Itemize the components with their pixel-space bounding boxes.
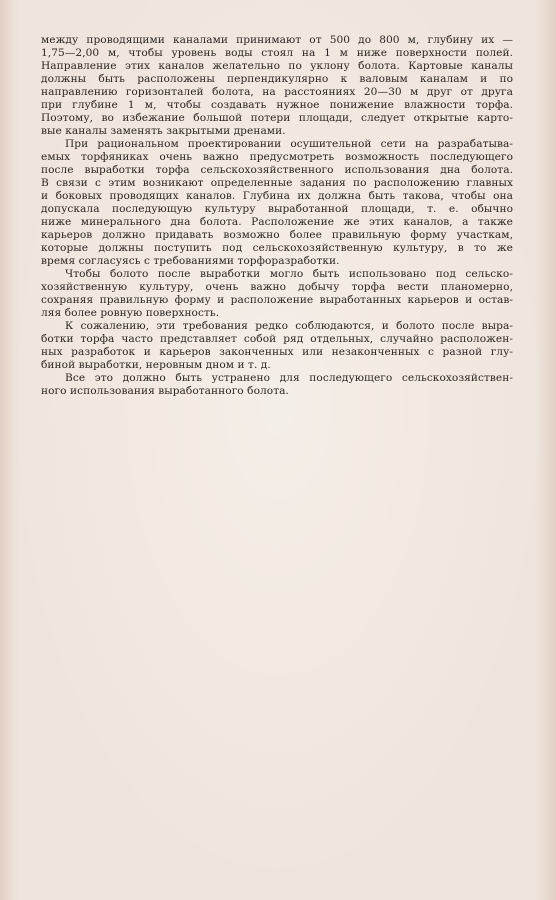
text-line: ботки торфа часто представляет собой ряд отдельных, случайно расположен-: [41, 333, 513, 345]
text-line: Чтобы болото после выработки могло быть использовано под сельско-: [65, 268, 513, 280]
text-line: должны быть расположены перпендикулярно к валовым каналам и по: [41, 73, 513, 85]
text-line: 1,75—2,00 м, чтобы уровень воды стоял на 1 м ниже поверхности полей.: [41, 47, 513, 59]
text-line: вые каналы заменять закрытыми дренами.: [41, 125, 286, 137]
paragraph-4: [41, 320, 513, 372]
page-text: [41, 34, 513, 398]
text-line: направлению горизонталей болота, на расстояниях 20—30 м друг от друга: [41, 86, 513, 98]
text-line: после выработки торфа сельскохозяйственного использования дна болота.: [41, 164, 513, 176]
text-line: и боковых проводящих каналов. Глубина их должна быть такова, чтобы она: [41, 190, 513, 202]
text-line: ниже минерального дна болота. Расположение же этих каналов, а также: [41, 216, 513, 228]
text-line: ных разработок и карьеров законченных или незаконченных с разной глу-: [41, 346, 513, 358]
text-line: ляя более ровную поверхность.: [41, 307, 220, 319]
text-line: биной выработки, неровным дном и т. д.: [41, 359, 271, 371]
text-line: ного использования выработанного болота.: [41, 385, 289, 397]
text-line: Поэтому, во избежание большой потери площади, следует открытые карто-: [41, 112, 513, 124]
text-line: При рациональном проектировании осушительной сети на разрабатыва-: [65, 138, 513, 150]
text-line: сохраняя правильную форму и расположение выработанных карьеров и остав-: [41, 294, 513, 306]
paragraph-3: [41, 268, 513, 320]
text-line: карьеров должно придавать возможно более правильную форму участкам,: [41, 229, 513, 241]
text-line: Направление этих каналов желательно по уклону болота. Картовые каналы: [41, 60, 513, 72]
text-line: хозяйственную культуру, очень важно добычу торфа вести планомерно,: [41, 281, 513, 293]
text-line: Все это должно быть устранено для последующего сельскохозяйствен-: [65, 372, 513, 384]
paragraph-2: [41, 138, 513, 268]
text-line: К сожалению, эти требования редко соблюдаются, и болото после выра-: [65, 320, 513, 332]
text-line: В связи с этим возникают определенные задания по расположению главных: [41, 177, 513, 189]
text-line: допускала последующую культуру выработанной площади, т. е. обычно: [41, 203, 513, 215]
text-line: при глубине 1 м, чтобы создавать нужное понижение влажности торфа.: [41, 99, 513, 111]
paragraph-5: [41, 372, 513, 398]
paragraph-1: [41, 34, 513, 138]
text-line: между проводящими каналами принимают от 500 до 800 м, глубину их —: [41, 34, 513, 46]
text-line: время согласуясь с требованиями торфоразработки.: [41, 255, 340, 267]
text-line: емых торфяниках очень важно предусмотреть возможность последующего: [41, 151, 513, 163]
text-line: которые должны поступить под сельскохозяйственную культуру, в то же: [41, 242, 513, 254]
